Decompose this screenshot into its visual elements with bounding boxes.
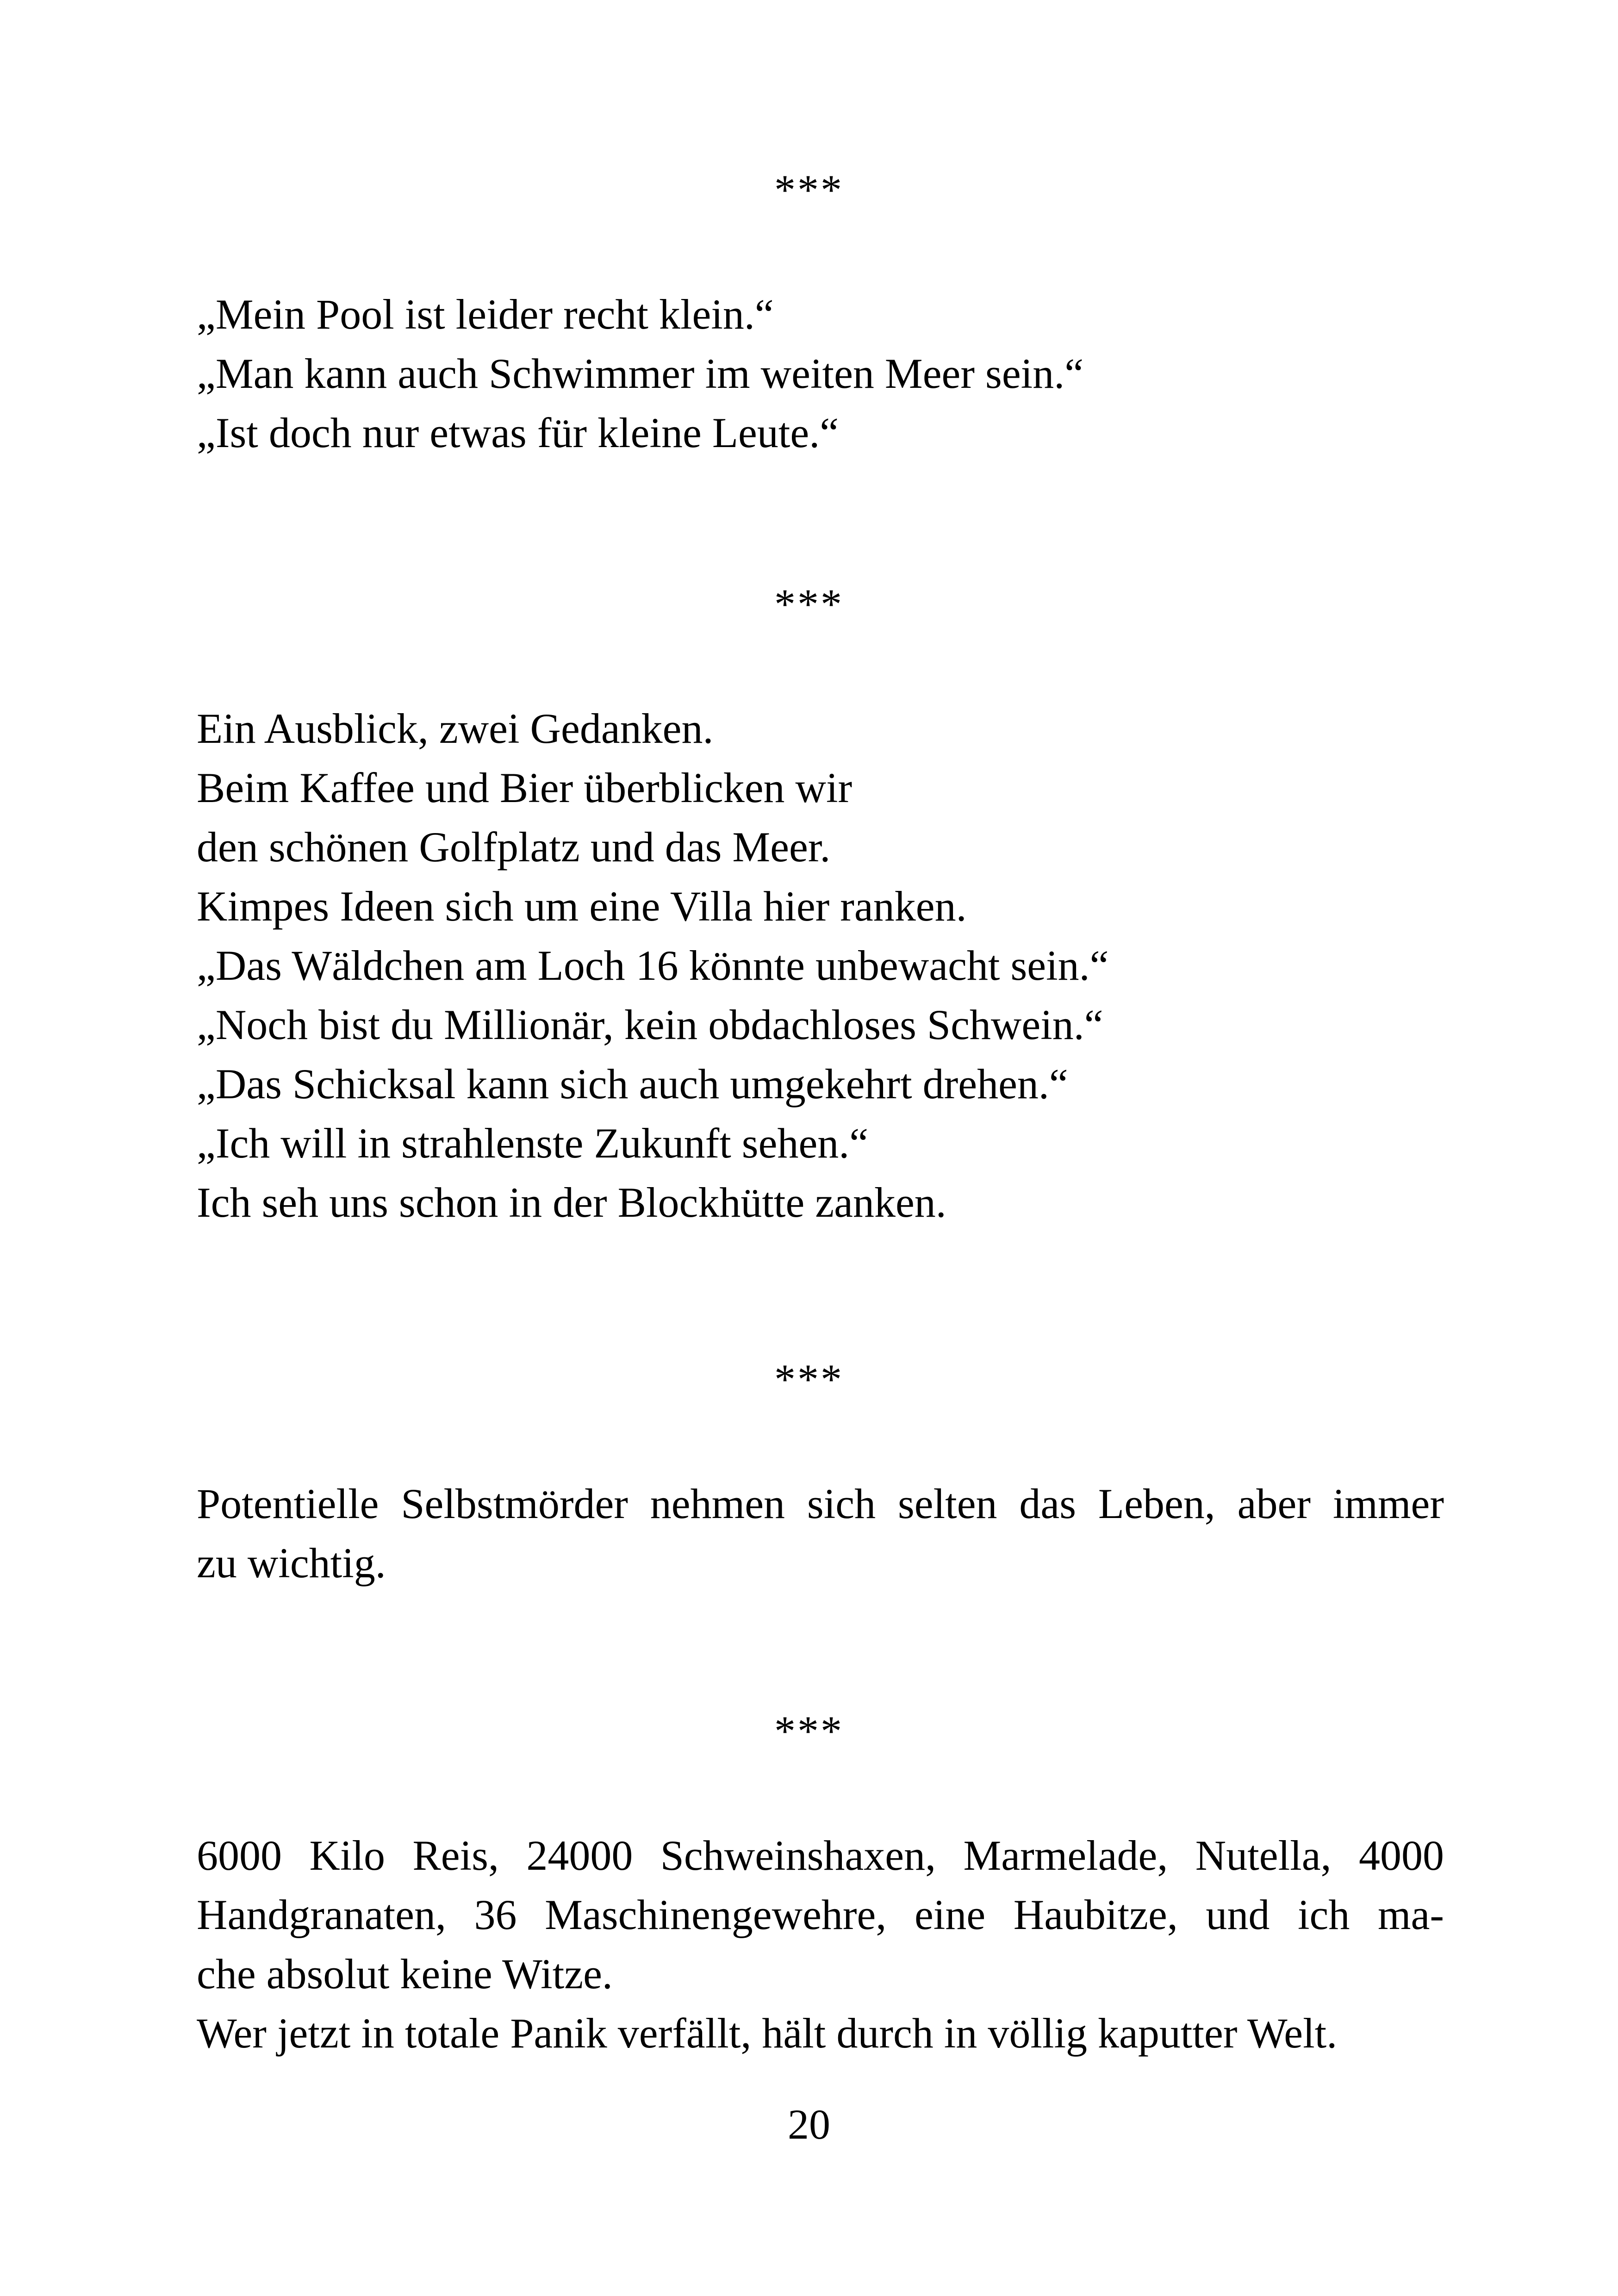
text-line: che absolut keine Witze. xyxy=(197,1950,613,1997)
aphorism-section xyxy=(197,1474,1444,1593)
text-line: Kimpes Ideen sich um eine Villa hier ranken. xyxy=(197,883,967,930)
text-line: „Ist doch nur etwas für kleine Leute.“ xyxy=(197,409,839,456)
text-line: den schönen Golfplatz und das Meer. xyxy=(197,823,831,871)
page-number: 20 xyxy=(788,2101,830,2148)
section-separator: *** xyxy=(774,166,844,213)
section-separator: *** xyxy=(774,1356,844,1403)
text-line: „Das Wäldchen am Loch 16 könnte unbewacht sein.“ xyxy=(197,942,1109,989)
text-line: „Man kann auch Schwimmer im weiten Meer sein.“ xyxy=(197,350,1084,397)
text-line: Wer jetzt in totale Panik verfällt, hält durch in völlig kaputter Welt. xyxy=(197,2010,1338,2057)
text-line: „Noch bist du Millionär, kein obdachloses Schwein.“ xyxy=(197,1001,1103,1048)
text-line: zu wichtig. xyxy=(197,1539,386,1587)
text-line: Beim Kaffee und Bier überblicken wir xyxy=(197,764,853,811)
text-line: „Das Schicksal kann sich auch umgekehrt drehen.“ xyxy=(197,1060,1068,1108)
text-line: „Mein Pool ist leider recht klein.“ xyxy=(197,291,774,338)
dialogue-section xyxy=(197,285,1444,462)
section-separator: *** xyxy=(774,580,844,628)
section-separator: *** xyxy=(774,1707,844,1755)
text-line: Handgranaten, 36 Maschinengewehre, eine Haubitze, und ich ma- xyxy=(197,1891,1444,1938)
text-line: Ich seh uns schon in der Blockhütte zanken. xyxy=(197,1179,946,1226)
text-line: 6000 Kilo Reis, 24000 Schweinshaxen, Marmelade, Nutella, 4000 xyxy=(197,1832,1444,1879)
text-line: Ein Ausblick, zwei Gedanken. xyxy=(197,705,714,752)
list-section xyxy=(197,1826,1444,2063)
text-line: Potentielle Selbstmörder nehmen sich selten das Leben, aber immer xyxy=(197,1480,1444,1527)
poem-section xyxy=(197,699,1444,1232)
text-line: „Ich will in strahlenste Zukunft sehen.“ xyxy=(197,1120,869,1167)
